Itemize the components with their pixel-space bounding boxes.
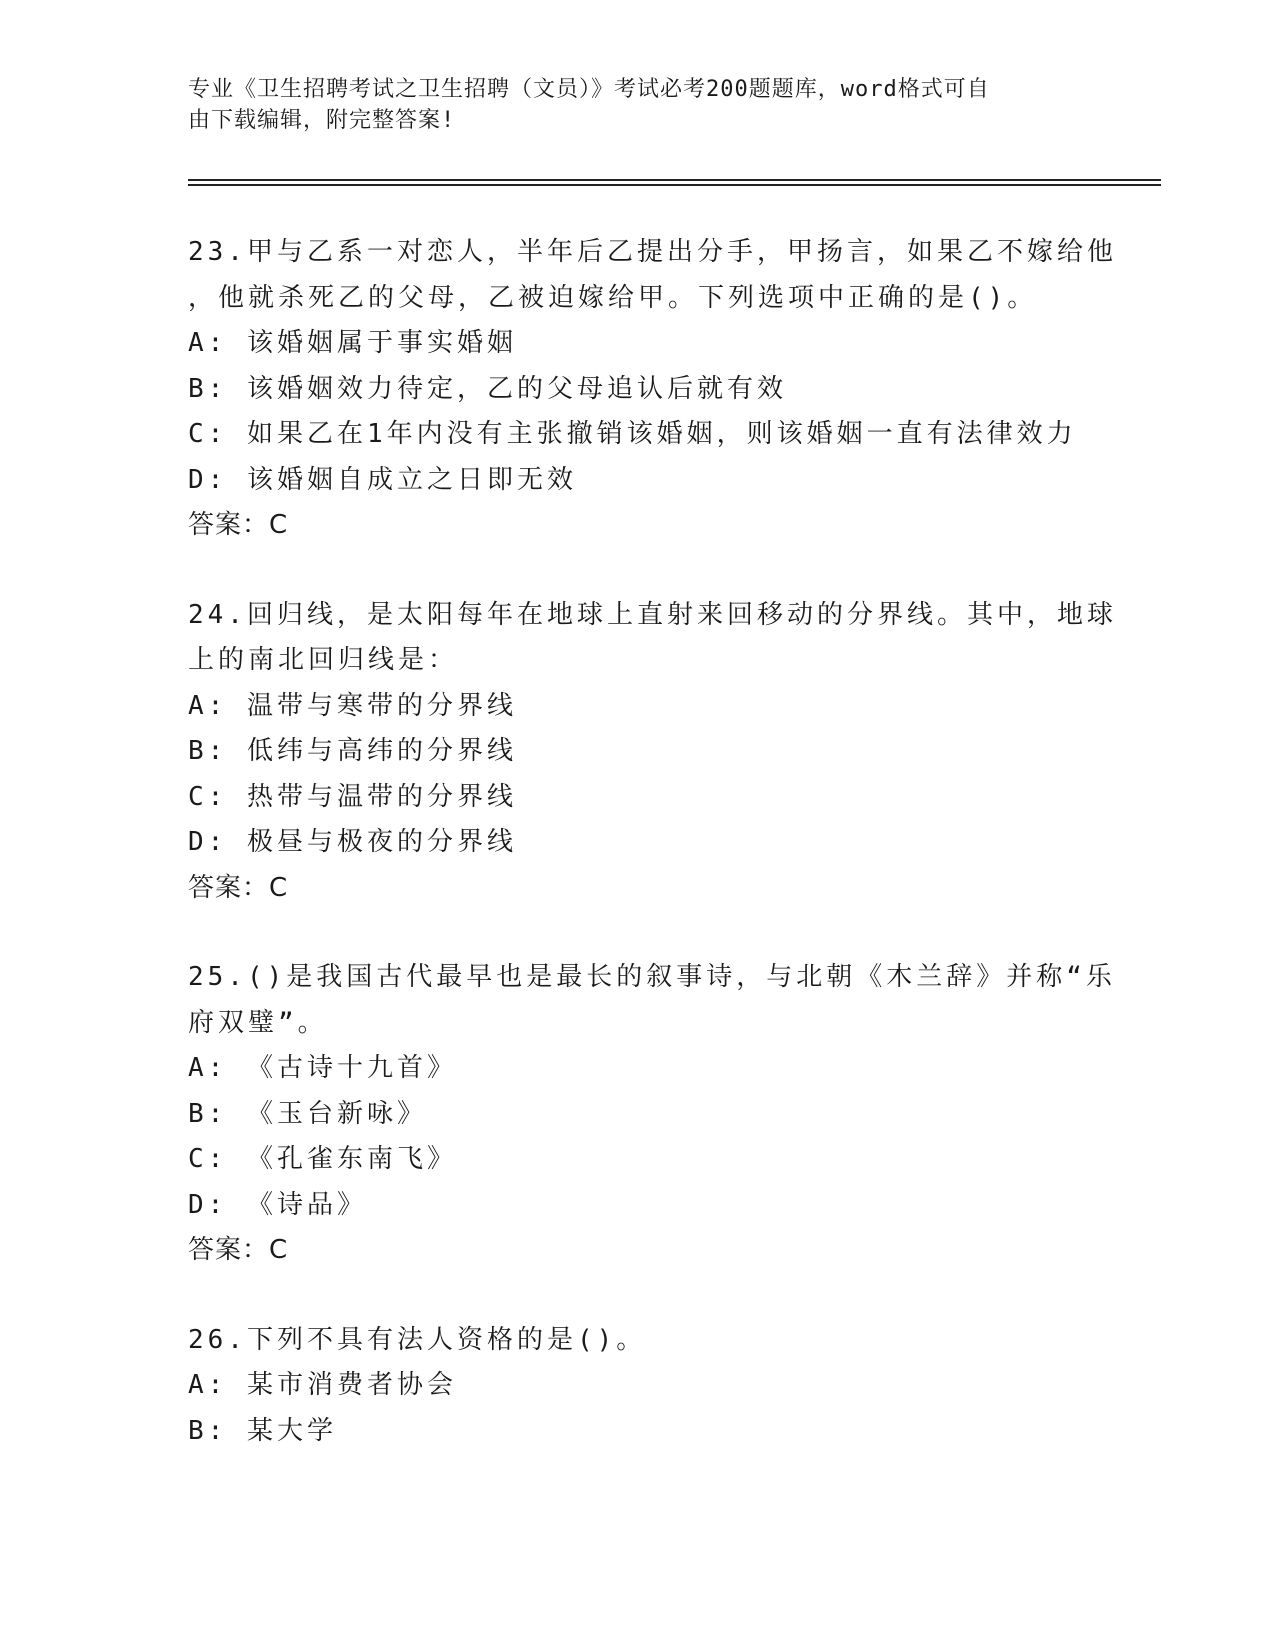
option-a: A: 该婚姻属于事实婚姻 [188, 328, 517, 358]
document-header [188, 74, 1088, 136]
header-line-1: 专业《卫生招聘考试之卫生招聘（文员）》考试必考200题题库，word格式可自 [188, 77, 990, 102]
header-rule-bottom [188, 184, 1161, 186]
question-26 [188, 1318, 1088, 1455]
option-c: C: 《孔雀东南飞》 [188, 1144, 457, 1174]
header-line-2: 由下载编辑，附完整答案! [188, 108, 456, 133]
option-a: A: 温带与寒带的分界线 [188, 690, 517, 721]
header-rule-top [188, 179, 1161, 181]
question-gap [188, 1274, 1088, 1318]
option-a: A: 某市消费者协会 [188, 1370, 457, 1400]
option-c: C: 如果乙在1年内没有主张撤销该婚姻，则该婚姻一直有法律效力 [188, 419, 1077, 449]
option-c: C: 热带与温带的分界线 [188, 781, 517, 812]
option-d: D: 《诗品》 [188, 1189, 367, 1220]
option-b: B: 该婚姻效力待定，乙的父母追认后就有效 [188, 373, 787, 404]
question-gap [188, 911, 1088, 955]
question-list [188, 230, 1117, 1454]
option-b: B: 《玉台新咏》 [188, 1098, 427, 1129]
question-text-line: 25.()是我国古代最早也是最长的叙事诗，与北朝《木兰辞》并称“乐 [188, 962, 1116, 992]
question-text-line: 26.下列不具有法人资格的是()。 [188, 1324, 647, 1355]
answer: 答案：C [188, 510, 289, 540]
option-a: A: 《古诗十九首》 [188, 1053, 457, 1083]
question-23 [188, 230, 1117, 549]
question-gap [188, 549, 1088, 593]
option-d: D: 该婚姻自成立之日即无效 [188, 464, 577, 495]
question-text-line: 24.回归线，是太阳每年在地球上直射来回移动的分界线。其中，地球 [188, 599, 1117, 630]
option-b: B: 低纬与高纬的分界线 [188, 736, 517, 766]
question-text-line: 23.甲与乙系一对恋人，半年后乙提出分手，甲扬言，如果乙不嫁给他 [188, 237, 1117, 267]
question-25 [188, 955, 1116, 1274]
answer: 答案：C [188, 872, 289, 903]
option-b: B: 某大学 [188, 1415, 337, 1446]
question-text-line: ，他就杀死乙的父母，乙被迫嫁给甲。下列选项中正确的是()。 [188, 282, 1038, 313]
answer: 答案：C [188, 1235, 289, 1265]
question-text-line: 上的南北回归线是： [188, 645, 459, 675]
question-text-line: 府双璧”。 [188, 1007, 328, 1038]
option-d: D: 极昼与极夜的分界线 [188, 827, 517, 857]
question-24 [188, 593, 1117, 912]
